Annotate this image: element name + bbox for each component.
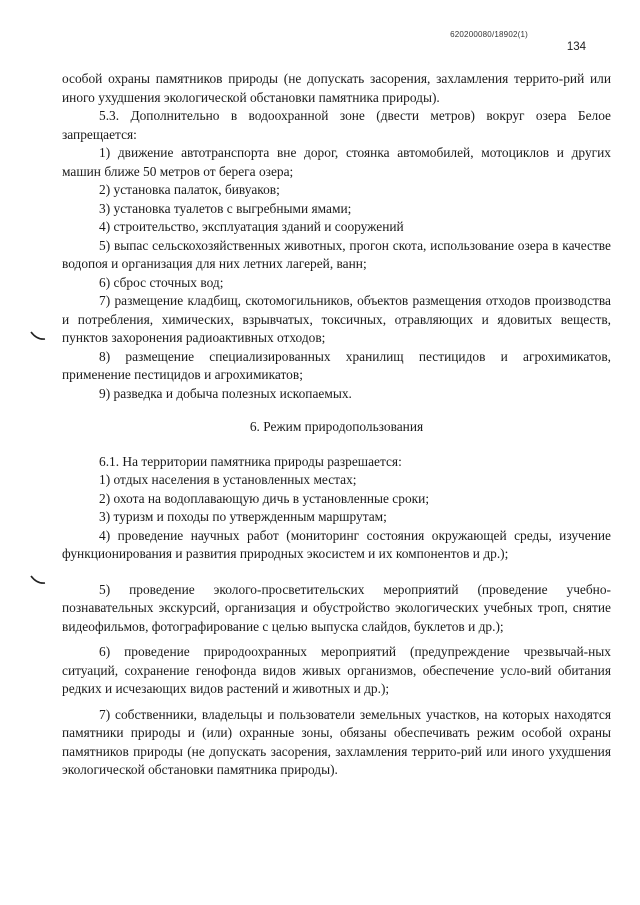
- list-item: 3) установка туалетов с выгребными ямами;: [99, 200, 352, 216]
- section-heading: 6. Режим природопользования: [249, 419, 424, 434]
- list-item: 8) размещение специализированных хранилищ пестицидов и агрохимикатов, применение пестицидов и агрохимикатов;: [62, 348, 611, 382]
- list-item: 7) собственники, владельцы и пользователи земельных участков, на которых находятся памятники природы и (или) охранные зоны, обязаны обеспечивать режим особой охраны памятников природы (не допускать засорения, захламления террито-рий или иного ухудшения экологической обстановки памятника природы).: [62, 706, 611, 777]
- paragraph: особой охраны памятников природы (не допускать засорения, захламления террито-рий или иного ухудшения экологической обстановки памятника природы).: [62, 71, 611, 105]
- page-number: 134: [566, 41, 586, 53]
- list-item: 1) отдых населения в установленных местах;: [99, 472, 357, 487]
- list-item: 7) размещение кладбищ, скотомогильников, объектов размещения отходов производства и потребления, химических, взрывчатых, токсичных, отравляющих и ядовитых веществ, пунктов захоронения радиоактивных отходов;: [62, 293, 611, 345]
- document-body: [62, 70, 611, 780]
- list-item: 3) туризм и походы по утвержденным маршрутам;: [99, 509, 387, 524]
- section-5-3-intro: 5.3. Дополнительно в водоохранной зоне (двести метров) вокруг озера Белое запрещается:: [62, 108, 611, 142]
- section-6-1-intro: 6.1. На территории памятника природы разрешается:: [99, 453, 402, 469]
- list-item: 4) строительство, эксплуатация зданий и сооружений: [99, 219, 404, 234]
- list-item: 2) охота на водоплавающую дичь в установленные сроки;: [99, 490, 430, 506]
- list-item: 4) проведение научных работ (мониторинг состояния окружающей среды, изучение функционирования и развития природных экосистем и их компонентов и др.);: [62, 527, 611, 561]
- list-item: 6) сброс сточных вод;: [99, 274, 224, 290]
- list-item: 1) движение автотранспорта вне дорог, стоянка автомобилей, мотоциклов и других машин ближе 50 метров от берега озера;: [62, 145, 611, 179]
- list-item: 2) установка палаток, бивуаков;: [99, 182, 280, 197]
- binding-mark-icon: [30, 575, 46, 585]
- document-id: 620200080/18902(1): [450, 30, 528, 39]
- list-item: 5) проведение эколого-просветительских мероприятий (проведение учебно-познавательных экскурсий, организация и обустройство экологических учебных троп, снятие видеофильмов, фотографирование с целью выпуска слайдов, буклетов и др.);: [62, 581, 611, 634]
- list-item: 9) разведка и добыча полезных ископаемых.: [99, 385, 352, 401]
- list-item: 6) проведение природоохранных мероприятий (предупреждение чрезвычай-ных ситуаций, сохранение генофонда видов живых организмов, обеспечение усло-вий обитания редких и исчезающих видов растений и животных и др.);: [62, 644, 611, 696]
- binding-mark-icon: [30, 331, 46, 341]
- list-item: 5) выпас сельскохозяйственных животных, прогон скота, использование озера в качестве водопоя и организация для них летних лагерей, ванн;: [62, 237, 611, 271]
